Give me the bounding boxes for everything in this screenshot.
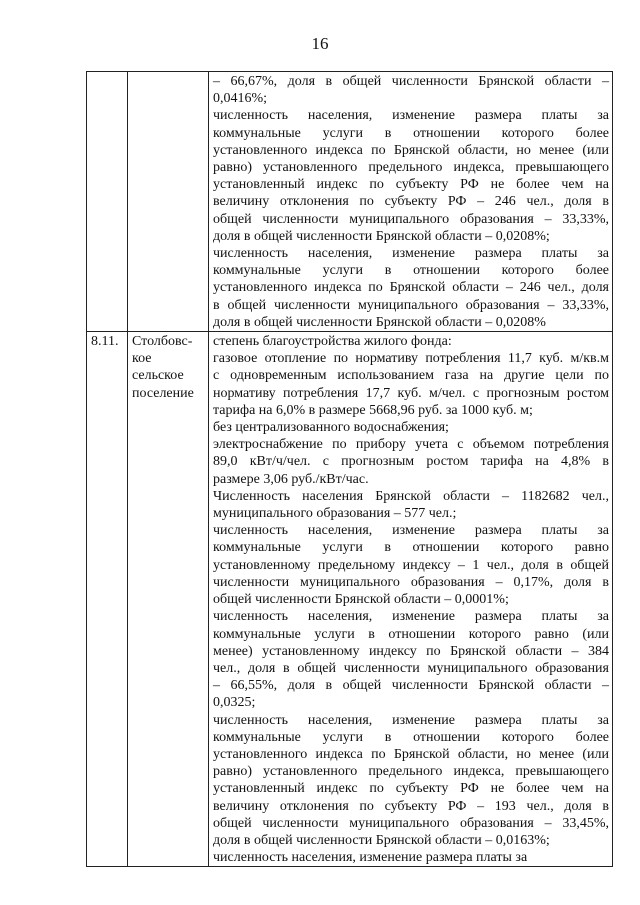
text-line: установленному предельному индексу – 1 чел., доля в общей [213,557,609,573]
text-line: газовое отопление по нормативу потребления 11,7 куб. м/кв.м [213,351,609,367]
text-line: величину отклонения по субъекту РФ – 193 чел., доля в [213,798,609,814]
text-line: численность населения, изменение размера платы за [213,246,609,262]
text-line: без централизованного водоснабжения; [213,420,449,436]
document-table [86,71,613,867]
text-line: – 66,67%, доля в общей численности Брянской области – [213,74,609,89]
municipality-name-line: сельское [132,368,184,384]
text-line: общей численности муниципального образования – 33,33%, [213,211,609,227]
text-line: доля в общей численности Брянской области – 0,0163%; [213,832,550,848]
municipality-name-cell [128,332,209,867]
text-line: общей численности Брянской области – 0,0001%; [213,592,509,608]
text-line: численность населения, изменение размера платы за [213,108,609,124]
text-line: доля в общей численности Брянской области – 0,0208% [213,314,546,330]
municipality-name-line: кое [132,351,152,367]
text-line: степень благоустройства жилого фонда: [213,334,452,350]
text-line: равно) установленного предельного индекса, превышающего [213,764,609,780]
text-line: коммунальные услуги в отношении которого равно (или [213,626,609,642]
text-line: с одновременным использованием газа на другие цели по [213,368,609,384]
text-line: численность населения, изменение размера платы за [213,609,609,625]
text-line: установленный индекс по субъекту РФ не более чем на [213,177,609,193]
text-line: менее) установленному индексу по Брянской области – 384 [213,643,609,659]
text-line: муниципального образования – 577 чел.; [213,506,457,522]
text-line: коммунальные услуги в отношении которого более [213,729,609,745]
text-line: – 66,55%, доля в общей численности Брянской области – [213,678,609,694]
text-line: общей численности муниципального образования – 33,45%, [213,815,609,831]
text-line: коммунальные услуги в отношении которого равно [213,540,609,556]
row-number-cell [87,72,128,332]
text-line: равно) установленного предельного индекса, превышающего [213,160,609,176]
page-number: 16 [311,34,329,53]
text-line: величину отклонения по субъекту РФ – 246 чел., доля в [213,194,609,210]
text-line: численности муниципального образования – 0,17%, доля в [213,574,609,590]
text-line: численность населения, изменение размера платы за [213,523,609,539]
table-row [87,72,613,332]
text-line: коммунальные услуги в отношении которого более [213,125,609,141]
text-line: коммунальные услуги в отношении которого более [213,263,609,279]
text-line: численность населения, изменение размера платы за [213,712,609,728]
text-line: численность населения, изменение размера платы за [213,850,528,866]
text-line: установленного индекса по Брянской области, но менее (или [213,142,609,158]
row-number-cell: 8.11. [87,332,128,867]
municipality-name-cell [128,72,209,332]
text-line: нормативу потребления 17,7 куб. м/чел. с прогнозным ростом [213,385,609,401]
text-line: доля в общей численности Брянской области – 0,0208%; [213,228,550,244]
municipality-name-line: поселение [132,385,194,401]
table-row [87,332,613,867]
text-line: размере 3,06 руб./кВт/час. [213,471,369,487]
text-line: 89,0 кВт/ч/чел. с прогнозным ростом тарифа на 4,8% в [213,454,609,470]
text-line: установленный индекс по субъекту РФ не более чем на [213,781,609,797]
text-line: 0,0325; [213,695,256,711]
description-cell [209,72,613,332]
text-line: Численность населения Брянской области – 1182682 чел., [213,488,609,504]
text-line: установленного индекса по Брянской области – 246 чел., доля [213,280,609,296]
text-line: 0,0416%; [213,91,268,107]
municipality-name-line: Столбовс- [132,334,193,350]
text-line: чел., доля в общей численности муниципального образования [213,660,609,676]
text-line: установленного индекса по Брянской области, но менее (или [213,746,609,762]
description-cell [209,332,613,867]
text-line: электроснабжение по прибору учета с объемом потребления [213,437,609,453]
text-line: тарифа на 6,0% в размере 5668,96 руб. за 1000 куб. м; [213,402,533,418]
text-line: в общей численности муниципального образования – 33,33%, [213,297,609,313]
